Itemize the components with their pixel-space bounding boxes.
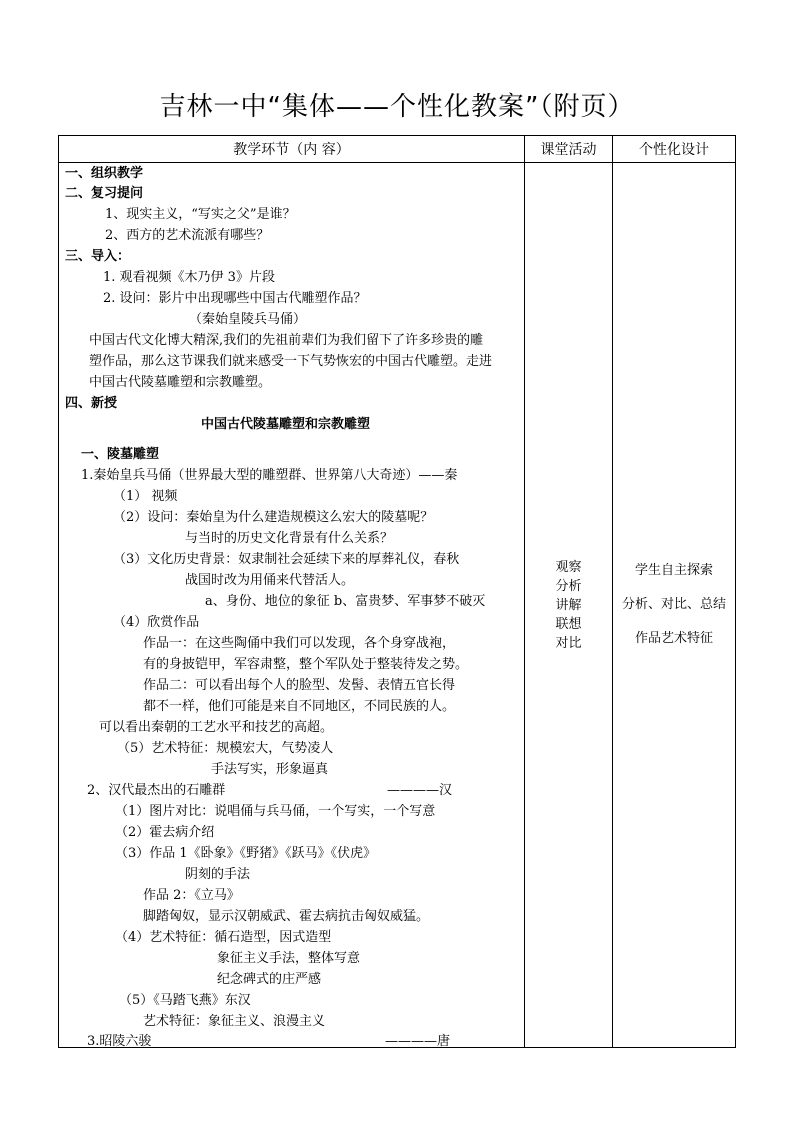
page-title: 吉林一中“集体——个性化教案”（附页）	[159, 92, 635, 122]
content-line: 纪念碑式的庄严感	[217, 972, 322, 987]
activity-item: 分析	[555, 578, 582, 594]
subsection-title: 中国古代陵墓雕塑和宗教雕塑	[201, 417, 371, 432]
activity-item: 联想	[555, 616, 582, 632]
content-line: 3.昭陵六骏	[87, 1034, 152, 1049]
content-line: （秦始皇陵兵马俑）	[189, 312, 307, 327]
content-cell	[59, 163, 525, 1048]
activity-cell	[525, 163, 613, 1048]
content-line: 与当时的历史文化背景有什么关系？	[185, 531, 394, 546]
content-line: 象征主义手法，整体写意	[217, 951, 361, 966]
content-line: 1. 观看视频《木乃伊 3》片段	[103, 270, 275, 285]
activity-item: 对比	[555, 635, 582, 651]
content-line: （5）《马踏飞燕》东汉	[119, 993, 251, 1008]
design-item: 分析、对比、总结	[621, 597, 726, 612]
design-cell	[613, 163, 736, 1048]
content-line: （3）文化历史背景：奴隶制社会延续下来的厚葬礼仪，春秋	[113, 552, 460, 567]
content-line: 作品二：可以看出每个人的脸型、发髻、表情五官长得	[143, 678, 456, 693]
content-line: 作品 2：《立马》	[143, 888, 240, 903]
content-line: 艺术特征：象征主义、浪漫主义	[143, 1014, 326, 1029]
header-activity: 课堂活动	[525, 136, 613, 163]
table-header-row	[59, 136, 736, 163]
content-line: 手法写实，形象逼真	[211, 762, 329, 777]
content-line: 中国古代陵墓雕塑和宗教雕塑。	[89, 375, 272, 390]
design-item: 作品艺术特征	[634, 631, 713, 646]
dynasty-marker: ————唐	[385, 1034, 451, 1049]
content-line: （2）设问：秦始皇为什么建造规模这么宏大的陵墓呢？	[113, 510, 434, 525]
header-design: 个性化设计	[613, 136, 736, 163]
design-item: 学生自主探索	[634, 563, 713, 578]
content-line: 2. 设问：影片中出现哪些中国古代雕塑作品？	[103, 291, 367, 306]
content-line: 都不一样，他们可能是来自不同地区，不同民族的人。	[143, 699, 456, 714]
section-heading: 一、组织教学	[65, 166, 144, 181]
dynasty-marker: ————汉	[387, 783, 453, 798]
content-line: （1）图片对比：说唱俑与兵马俑，一个写实，一个写意	[115, 804, 436, 819]
content-line: 1.秦始皇兵马俑（世界最大型的雕塑群、世界第八大奇迹）——秦	[81, 468, 458, 483]
content-line: 阴刻的手法	[185, 867, 251, 882]
subsection-heading: 一、陵墓雕塑	[81, 447, 160, 462]
content-line: 可以看出秦朝的工艺水平和技艺的高超。	[99, 720, 334, 735]
content-line: （2）霍去病介绍	[115, 825, 215, 840]
content-line: （1） 视频	[113, 489, 178, 504]
content-line: 作品一：在这些陶俑中我们可以发现，各个身穿战袍，	[143, 636, 456, 651]
content-line: 有的身披铠甲，军容肃整，整个军队处于整装待发之势。	[143, 657, 469, 672]
activity-item: 讲解	[555, 597, 582, 613]
content-line: 2、汉代最杰出的石雕群	[87, 783, 226, 798]
content-line: a、身份、地位的象征 b、富贵梦、军事梦不破灭	[205, 594, 486, 609]
activity-item: 观察	[555, 559, 582, 575]
table-body-row	[59, 163, 736, 1048]
content-line: 中国古代文化博大精深,我们的先祖前辈们为我们留下了许多珍贵的雕	[89, 333, 484, 348]
section-heading: 三、导入：	[65, 249, 131, 264]
content-line: 战国时改为用俑来代替活人。	[185, 573, 355, 588]
content-line: （4）艺术特征：循石造型，因式造型	[115, 930, 332, 945]
content-line: （4）欣赏作品	[113, 615, 200, 630]
content-line: 1、现实主义，“写实之父”是谁？	[105, 207, 296, 222]
content-line: 2、西方的艺术流派有哪些？	[105, 228, 270, 243]
section-heading: 四、新授	[65, 396, 118, 411]
lesson-plan-table	[58, 135, 736, 1048]
section-heading: 二、复习提问	[65, 186, 144, 201]
content-line: （5）艺术特征：规模宏大，气势凌人	[117, 741, 334, 756]
header-content: 教学环节（内 容）	[59, 136, 525, 163]
content-line: 塑作品，那么这节课我们就来感受一下气势恢宏的中国古代雕塑。走进	[89, 354, 493, 369]
content-line: （3）作品 1《卧象》《野猪》《跃马》《伏虎》	[115, 846, 377, 861]
content-line: 脚踏匈奴，显示汉朝威武、霍去病抗击匈奴威猛。	[143, 909, 430, 924]
